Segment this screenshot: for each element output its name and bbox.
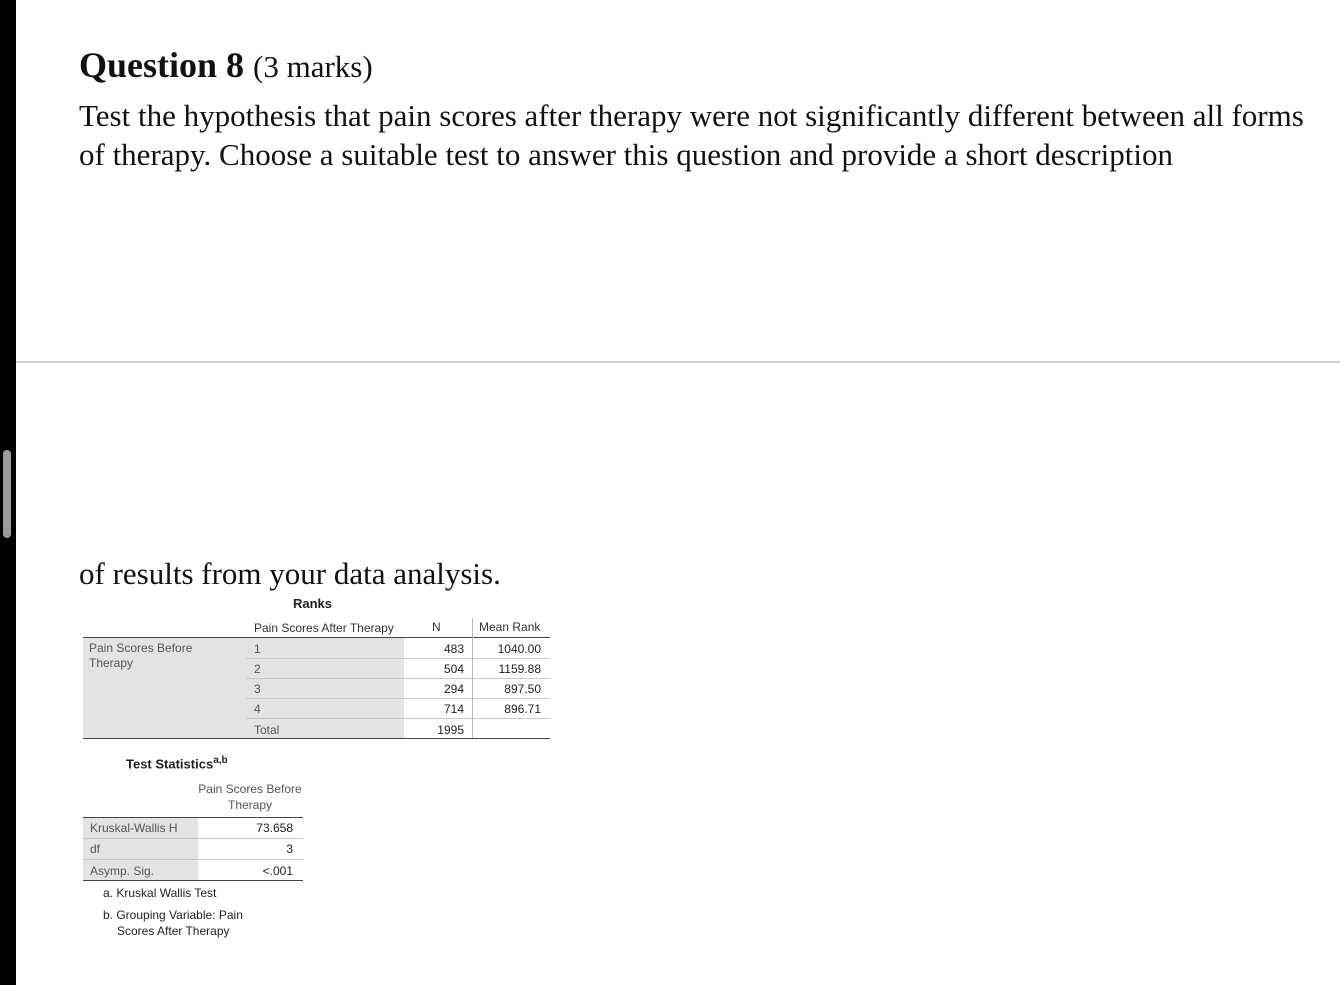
ranks-mean: 1159.88	[498, 662, 541, 676]
ranks-mean: 1040.00	[497, 642, 541, 656]
ranks-row-rule	[246, 658, 550, 659]
question-marks: (3 marks)	[253, 49, 373, 84]
ranks-n: 504	[443, 662, 464, 676]
test-statistics-top-rule	[83, 817, 303, 818]
test-statistics-title	[126, 755, 228, 771]
question-heading	[79, 44, 373, 86]
test-statistics-row-label: Kruskal-Wallis H	[90, 821, 178, 835]
test-statistics-value: 3	[286, 842, 293, 856]
test-statistics-row-label: Asymp. Sig.	[90, 864, 155, 878]
ranks-table-title: Ranks	[293, 596, 333, 611]
ranks-n-total: 1995	[437, 723, 464, 737]
ranks-n: 714	[443, 702, 464, 716]
ranks-row-label: Pain Scores Before Therapy	[89, 641, 193, 670]
ranks-bottom-rule	[83, 738, 550, 739]
footnote-b: b. Grouping Variable: Pain Scores After Therapy	[103, 908, 243, 938]
ranks-header-group: Pain Scores After Therapy	[254, 621, 394, 635]
ranks-col-divider	[472, 618, 473, 738]
test-statistics-row-rule	[83, 838, 303, 839]
test-statistics-row-rule	[83, 859, 303, 860]
scrollbar-handle[interactable]	[3, 450, 11, 538]
page-divider	[16, 361, 1340, 363]
ranks-group: 1	[254, 642, 261, 656]
test-statistics-row-label: df	[90, 842, 101, 856]
test-statistics-column-header: Pain Scores Before Therapy	[198, 782, 302, 812]
test-statistics-title-text: Test Statistics	[126, 756, 214, 772]
ranks-mean: 896.71	[504, 702, 541, 716]
ranks-n: 483	[443, 642, 464, 656]
test-statistics-value: 73.658	[256, 821, 293, 835]
ranks-top-rule	[83, 637, 550, 638]
ranks-group: 2	[254, 662, 261, 676]
ranks-header-mean-rank: Mean Rank	[479, 620, 541, 634]
ranks-group: 4	[254, 702, 261, 716]
ranks-row-rule	[246, 698, 550, 699]
ranks-row-rule	[246, 718, 550, 719]
ranks-group: 3	[254, 682, 261, 696]
question-body: Test the hypothesis that pain scores after therapy were not significantly different between all forms of therapy. Choose a suitable test to answer this question and provide a short description	[79, 98, 1304, 172]
ranks-n: 294	[443, 682, 464, 696]
ranks-header-n: N	[432, 620, 441, 634]
ranks-row-rule	[246, 678, 550, 679]
ranks-group-total: Total	[254, 723, 280, 737]
question-continuation: of results from your data analysis.	[79, 556, 501, 591]
question-title: Question 8	[79, 45, 245, 85]
test-statistics-bottom-rule	[83, 880, 303, 881]
ranks-mean: 897.50	[504, 682, 541, 696]
footnote-a: a. Kruskal Wallis Test	[103, 886, 217, 900]
test-statistics-value: <.001	[262, 864, 293, 878]
test-statistics-superscript: a,b	[213, 755, 228, 766]
